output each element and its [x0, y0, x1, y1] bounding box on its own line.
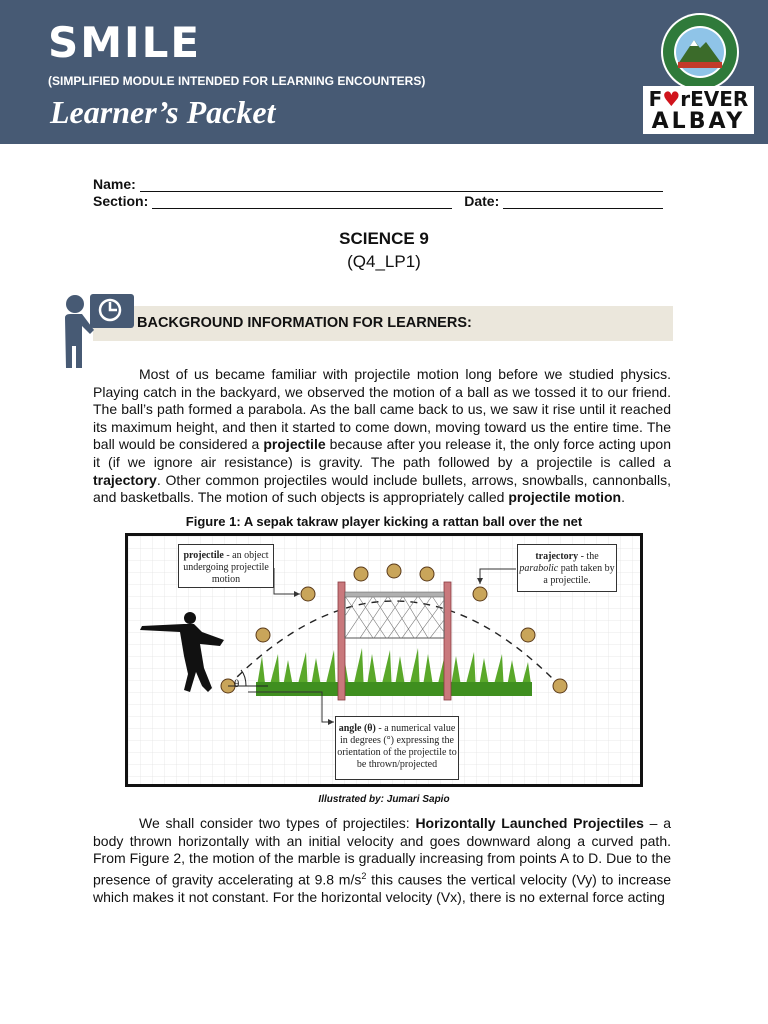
forever-albay-logo: F♥rEVER ALBAY [643, 86, 754, 134]
term-projectile-motion: projectile motion [508, 489, 622, 506]
subject-title: SCIENCE 9 [339, 229, 429, 248]
section-date-row [93, 192, 663, 209]
section-label: Section: [93, 193, 149, 209]
name-field[interactable] [93, 175, 663, 192]
term-trajectory: trajectory [93, 471, 157, 488]
term-projectile: projectile [263, 436, 326, 453]
trajectory-callout: trajectory - the parabolic path taken by a projectile. [517, 544, 617, 592]
lesson-code: (Q4_LP1) [347, 252, 421, 271]
learner-info-fields [93, 175, 663, 209]
term-horizontally-launched: Horizontally Launched Projectiles [415, 815, 644, 831]
name-line[interactable] [140, 179, 663, 192]
angle-callout: angle (θ) - a numerical value in degrees (°) expressing the orientation of the projectile to be thrown/projected [335, 716, 459, 780]
module-header [0, 0, 768, 144]
section-line[interactable] [152, 196, 452, 209]
figure-caption: Figure 1: A sepak takraw player kicking a rattan ball over the net [185, 514, 583, 529]
projectile-callout: projectile - an object undergoing projectile motion [178, 544, 274, 588]
module-subtitle: (SIMPLIFIED MODULE INTENDED FOR LEARNING ENCOUNTERS) [48, 74, 426, 88]
projectile-figure [125, 533, 643, 787]
illustration-credit: Illustrated by: Jumari Sapio [318, 794, 450, 805]
intro-paragraph: Most of us became familiar with projectile motion long before we studied physics. Playing catch in the backyard, we observed the motion of a ball as we tossed it to our friend. The ball’s path formed a parabola. As the ball came back to us, we saw it rise until it reached its maximum height, and then it started to come down, moving toward us the entire time. The ball would be considered a projectile because after you release it, the only force acting upon it (if we ignore air resistance) is gravity. The path followed by a projectile is called a trajectory. Other common projectiles would include bullets, arrows, snowballs, cannonballs, and basketballs. The motion of such objects is appropriately called projectile motion. [93, 366, 672, 506]
packet-title: Learner’s Packet [50, 94, 276, 130]
theta-label: θ [234, 678, 240, 690]
date-label: Date: [464, 193, 500, 209]
date-line[interactable] [503, 196, 663, 209]
module-title: SMILE [48, 18, 202, 67]
teacher-presentation-icon [60, 290, 140, 370]
deped-seal-logo [660, 12, 740, 92]
projectile-types-paragraph: We shall consider two types of projectiles: Horizontally Launched Projectiles – a body thrown horizontally with an initial velocity and goes downward along a curved path. From Figure 2, the motion of the marble is gradually increasing from points A to D. Due to the presence of gravity accelerating at 9.8 $m/s^2$ this causes the vertical velocity (Vy) to increase which makes it not constant. For the horizontal velocity (Vx), there is no external force acting [93, 815, 671, 906]
section-heading: BACKGROUND INFORMATION FOR LEARNERS: [137, 315, 472, 331]
name-label: Name: [93, 176, 136, 192]
